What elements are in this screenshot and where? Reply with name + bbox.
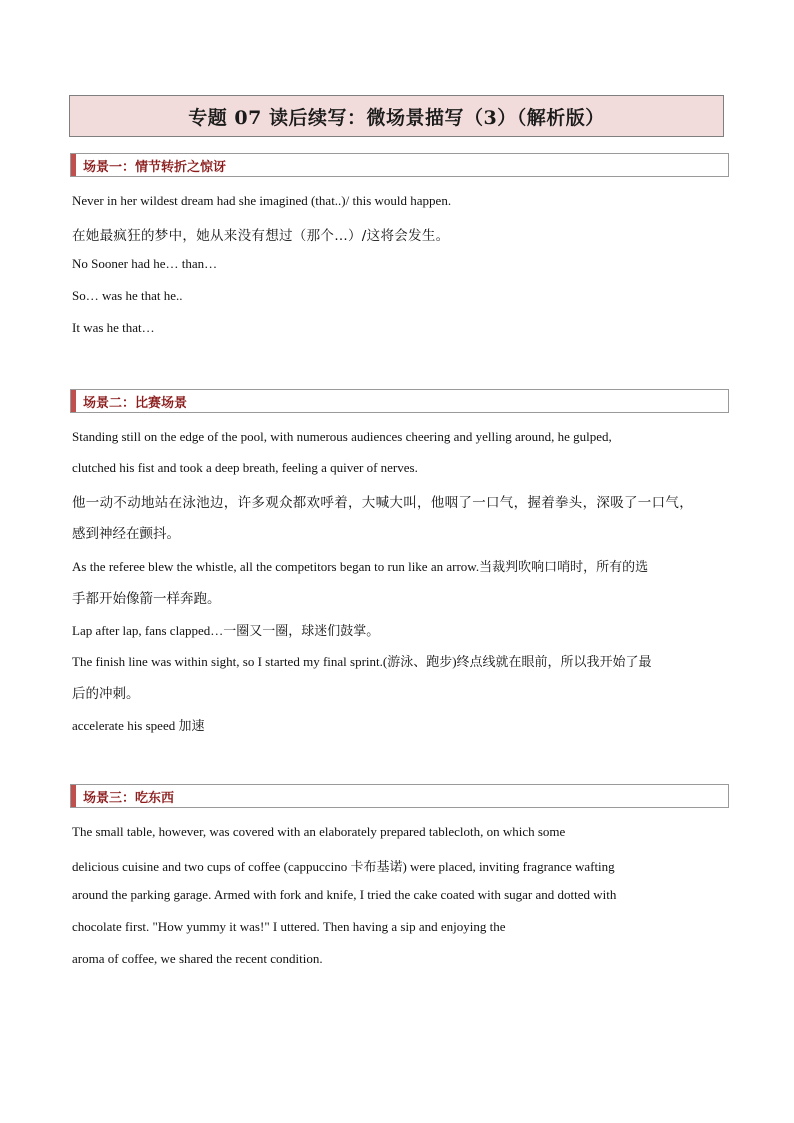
section-3-heading: 场景三：吃东西 [83, 790, 175, 806]
section-2-line-10: accelerate his speed 加速 [72, 718, 205, 733]
section-2-line-3: 他一动不动地站在泳池边，许多观众都欢呼着，大喊大叫，他咽了一口气，握着拳头，深吸了一口气， [72, 495, 693, 511]
section-3-line-5: aroma of coffee, we shared the recent condition. [72, 951, 323, 966]
section-1-heading: 场景一：情节转折之惊讶 [83, 159, 227, 175]
section-2-heading: 场景二：比赛场景 [83, 395, 188, 411]
document-title-box [69, 95, 724, 137]
document-title: 专题 07 读后续写：微场景描写（3）（解析版） [188, 106, 605, 129]
section-2-line-6: 手都开始像箭一样奔跑。 [72, 591, 221, 607]
section-marker [71, 785, 76, 807]
section-1-header [70, 153, 729, 177]
section-1-line-2: 在她最疯狂的梦中，她从来没有想过（那个…）/这将会发生。 [72, 228, 450, 244]
section-3-line-3: around the parking garage. Armed with fork and knife, I tried the cake coated with sugar and dotted with [72, 887, 617, 902]
section-1-line-3: No Sooner had he… than… [72, 256, 218, 271]
section-2-line-8: The finish line was within sight, so I started my final sprint.(游泳、跑步)终点线就在眼前，所以我开始了最 [72, 654, 652, 669]
section-2-line-7: Lap after lap, fans clapped…一圈又一圈，球迷们鼓掌。 [72, 623, 380, 638]
section-3-line-4: chocolate first. "How yummy it was!" I uttered. Then having a sip and enjoying the [72, 919, 506, 934]
section-1-line-5: It was he that… [72, 320, 155, 335]
section-marker [71, 390, 76, 412]
section-3-header [70, 784, 729, 808]
section-2-line-5: As the referee blew the whistle, all the competitors began to run like an arrow.当裁判吹响口哨时，所有的选 [72, 559, 649, 574]
section-2-line-1: Standing still on the edge of the pool, with numerous audiences cheering and yelling around, he gulped, [72, 429, 612, 444]
section-2-header [70, 389, 729, 413]
section-2-line-4: 感到神经在颤抖。 [72, 526, 180, 542]
section-2-line-2: clutched his fist and took a deep breath, feeling a quiver of nerves. [72, 460, 418, 475]
section-3-line-2: delicious cuisine and two cups of coffee (cappuccino 卡布基诺) were placed, inviting fragrance wafting [72, 859, 615, 874]
section-2-line-9: 后的冲刺。 [72, 686, 140, 702]
section-marker [71, 154, 76, 176]
section-1-line-4: So… was he that he.. [72, 288, 183, 303]
section-3-line-1: The small table, however, was covered with an elaborately prepared tablecloth, on which some [72, 824, 566, 839]
section-1-line-1: Never in her wildest dream had she imagined (that..)/ this would happen. [72, 193, 452, 208]
